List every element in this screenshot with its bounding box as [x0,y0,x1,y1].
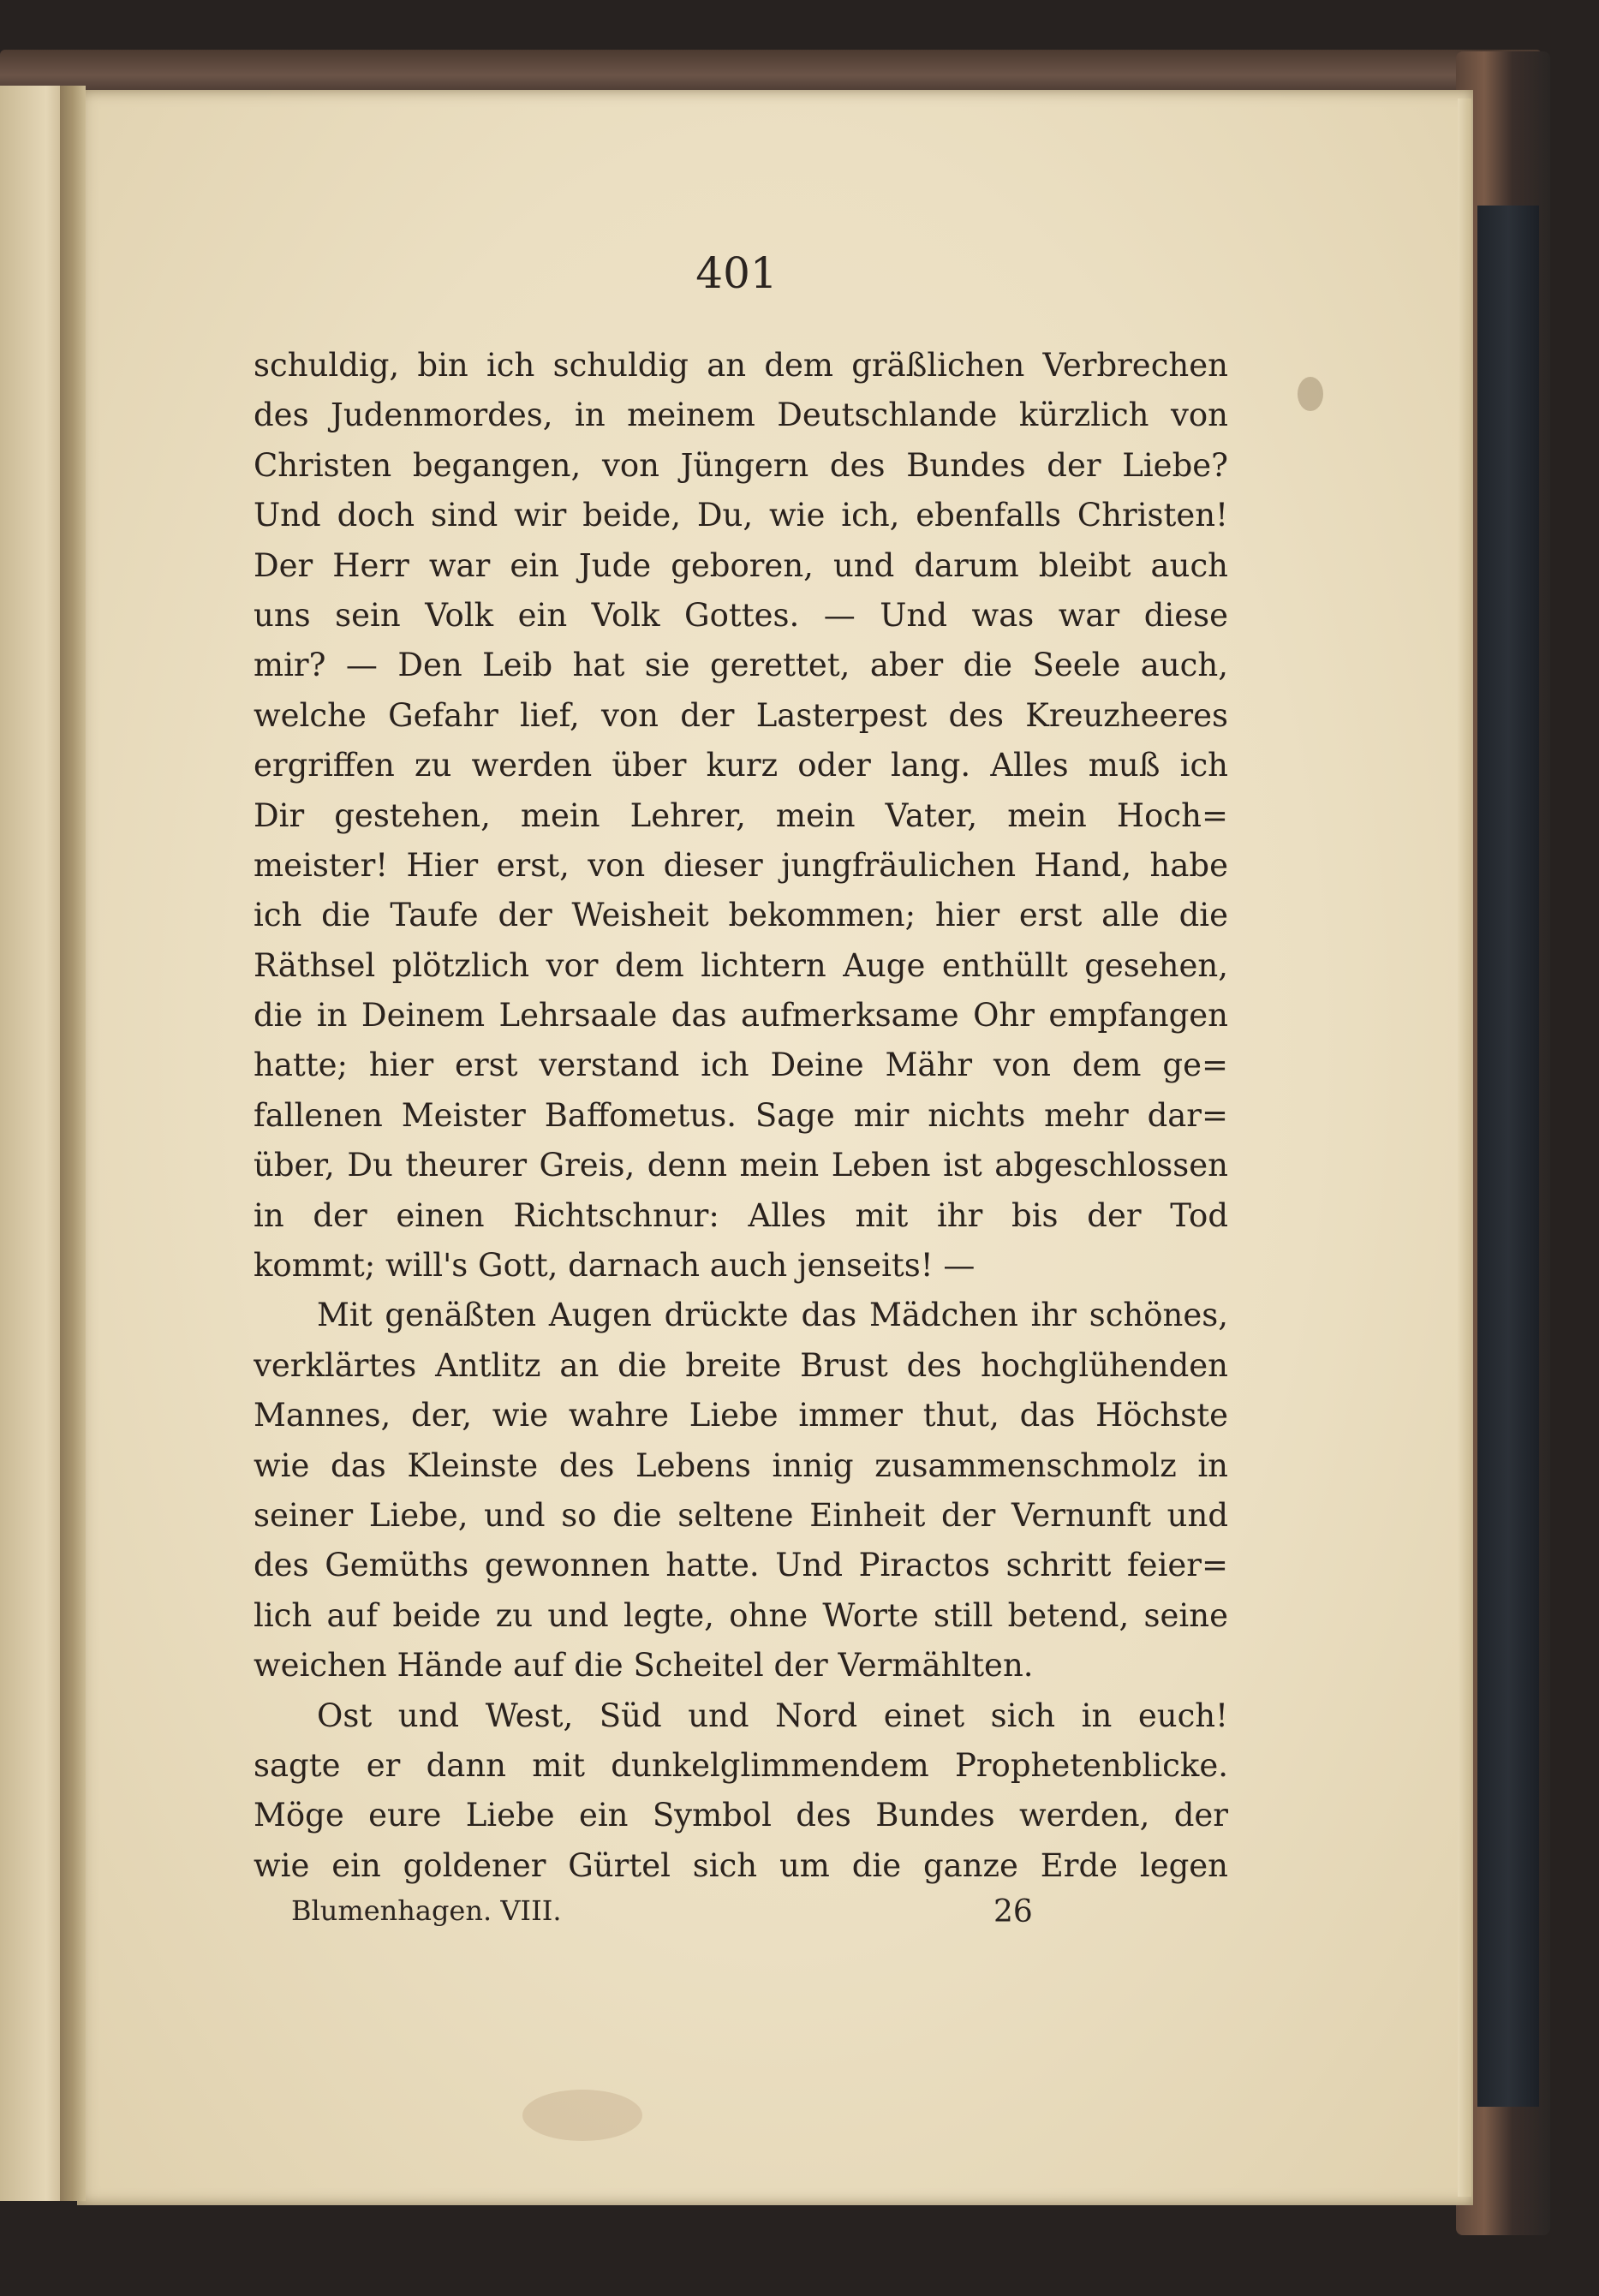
text-line: ich die Taufe der Weisheit bekommen; hier erst alle die [254,897,1228,934]
text-line: Möge eure Liebe ein Symbol des Bundes werden, der [254,1797,1228,1834]
text-line: Mit genäßten Augen drückte das Mädchen ihr schönes, [317,1297,1228,1334]
text-line: seiner Liebe, und so die seltene Einheit der Vernunft und [254,1496,1228,1534]
text-line: hatte; hier erst verstand ich Deine Mähr von dem ge= [254,1047,1228,1084]
page-fore-edge [1458,98,1471,2197]
text-line: über, Du theurer Greis, denn mein Leben ist abgeschlossen [254,1147,1228,1184]
signature-mark: Blumenhagen. VIII. [291,1894,562,1927]
text-line: Dir gestehen, mein Lehrer, mein Vater, mein Hoch= [254,796,1228,834]
text-line: in der einen Richtschnur: Alles mit ihr bis der Tod [254,1196,1228,1234]
text-line: Mannes, der, wie wahre Liebe immer thut, das Höchste [254,1397,1228,1434]
text-line: uns sein Volk ein Volk Gottes. — Und was war diese [254,596,1228,634]
text-line: des Gemüths gewonnen hatte. Und Piractos schritt feier= [254,1547,1228,1584]
text-line: verklärtes Antlitz an die breite Brust des hochglühenden [254,1346,1228,1384]
text-line: fallenen Meister Baffometus. Sage mir nichts mehr dar= [254,1096,1228,1134]
text-line: Räthsel plötzlich vor dem lichtern Auge enthüllt gesehen, [254,946,1228,984]
page-number: 401 [695,248,778,298]
text-line: mir? — Den Leib hat sie gerettet, aber die Seele auch, [254,647,1228,684]
book-spine-cloth [1477,206,1539,2107]
text-line: sagte er dann mit dunkelglimmendem Prophetenblicke. [254,1746,1228,1784]
text-line: Der Herr war ein Jude geboren, und darum bleibt auch [254,546,1228,584]
text-line: des Judenmordes, in meinem Deutschlande kürzlich von [254,397,1228,434]
text-line: Ost und West, Süd und Nord einet sich in euch! [317,1697,1228,1734]
text-line: ergriffen zu werden über kurz oder lang. Alles muß ich [254,747,1228,784]
text-line: Und doch sind wir beide, Du, wie ich, ebenfalls Christen! [254,497,1228,534]
paper-stain [1298,377,1323,411]
text-line: meister! Hier erst, von dieser jungfräulichen Hand, habe [254,846,1228,884]
paper-stain [522,2090,642,2141]
text-line: weichen Hände auf die Scheitel der Vermählten. [254,1647,1034,1685]
text-line: welche Gefahr lief, von der Lasterpest des Kreuzheeres [254,696,1228,734]
book-gutter [60,86,86,2201]
text-line: wie ein goldener Gürtel sich um die ganze Erde legen [254,1846,1228,1884]
text-line: lich auf beide zu und legte, ohne Worte still betend, seine [254,1596,1228,1634]
sheet-number: 26 [993,1894,1033,1929]
body-text [254,341,1228,1891]
text-line: schuldig, bin ich schuldig an dem gräßlichen Verbrechen [254,347,1228,384]
text-line: wie das Kleinste des Lebens innig zusammenschmolz in [254,1446,1228,1484]
text-line: die in Deinem Lehrsaale das aufmerksame Ohr empfangen [254,997,1228,1035]
text-line: kommt; will's Gott, darnach auch jenseits! — [254,1247,976,1285]
text-line: Christen begangen, von Jüngern des Bundes der Liebe? [254,446,1228,484]
